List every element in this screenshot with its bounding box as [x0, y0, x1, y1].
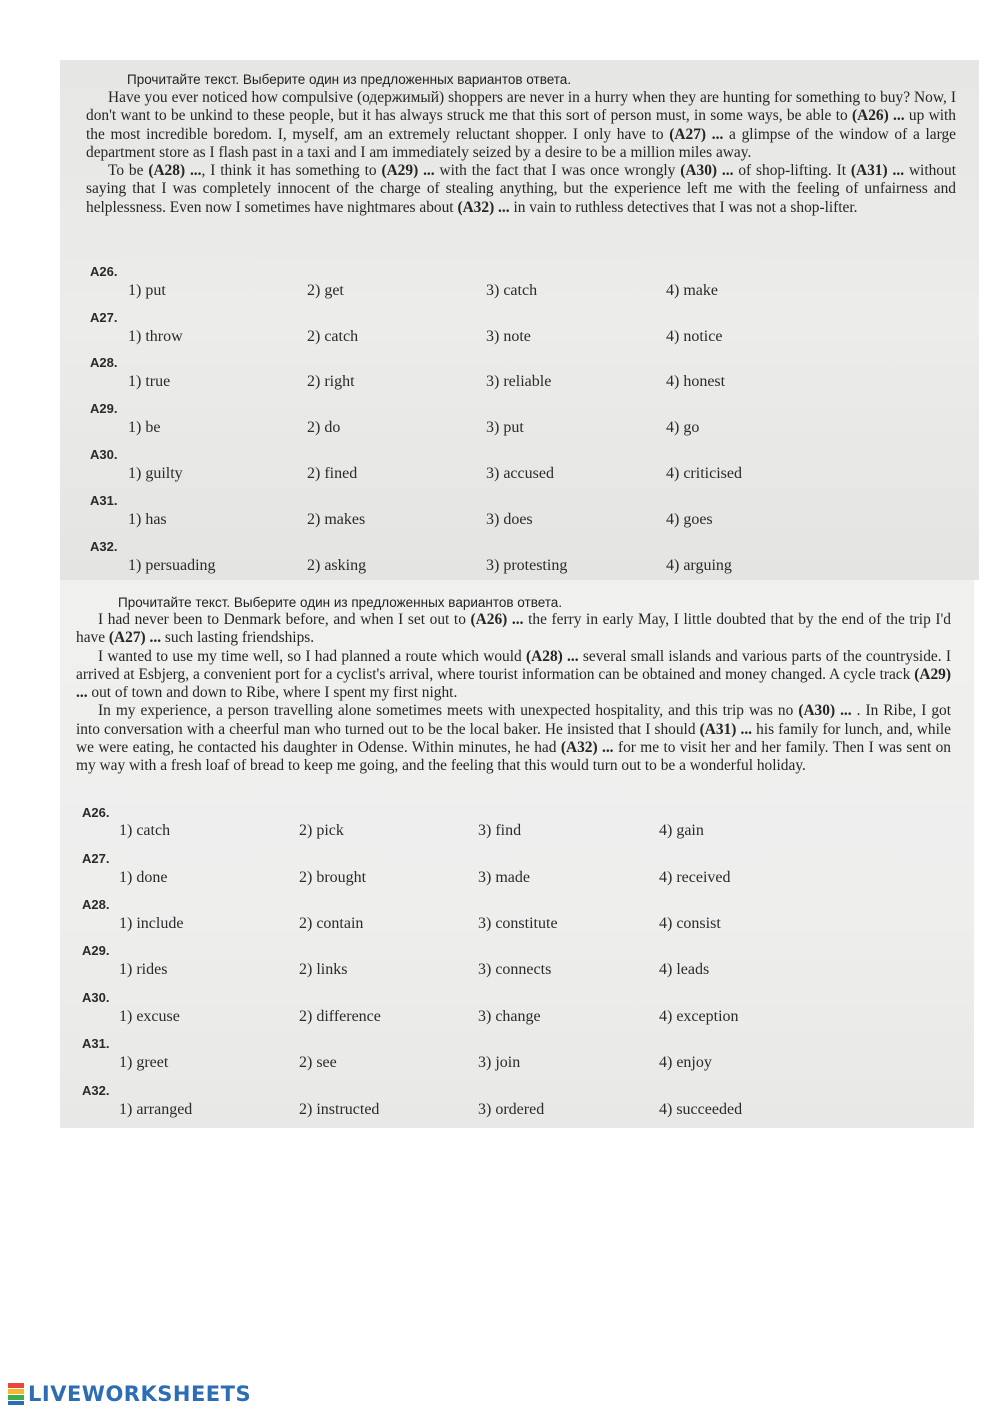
passage-2-paragraph-1: I had never been to Denmark before, and when I set out to (A26) ... the ferry in early May, I little doubted that by the end of the trip I'd have (A27) ... such lasting friendships.: [76, 611, 951, 647]
answer-option[interactable]: 2) fined: [307, 465, 358, 482]
question-number: A29.: [90, 401, 118, 416]
gap-a30: (A30) ...: [798, 702, 852, 720]
answer-option[interactable]: 1) include: [119, 915, 184, 932]
answer-option[interactable]: 1) greet: [119, 1054, 169, 1071]
answer-option[interactable]: 4) notice: [666, 328, 723, 345]
logo-text: LIVEWORKSHEETS: [28, 1382, 252, 1406]
answer-option[interactable]: 1) guilty: [128, 465, 183, 482]
question-number: A30.: [82, 990, 110, 1005]
reading-passage-1: [86, 89, 956, 217]
answer-option[interactable]: 3) reliable: [486, 373, 552, 390]
gap-a31: (A31) ...: [699, 720, 753, 738]
answer-option[interactable]: 4) received: [659, 869, 731, 886]
passage-1-paragraph-2: To be (A28) ..., I think it has something to (A29) ... with the fact that I was once wrongly (A30) ... of shop-lifting. It (A31) ... without saying that I was completely innocent of the charge of stealing anything, but the experience left me with the feeling of unfairness and helplessness. Even now I sometimes have nightmares about (A32) ... in vain to ruthless detectives that I was not a shop-lifter.: [86, 162, 956, 216]
answer-option[interactable]: 4) enjoy: [659, 1054, 712, 1071]
answer-option[interactable]: 2) instructed: [299, 1101, 380, 1118]
answer-option[interactable]: 4) succeeded: [659, 1101, 743, 1118]
answer-option[interactable]: 1) persuading: [128, 557, 216, 574]
gap-a28: (A28) ...: [148, 162, 202, 180]
gap-a28: (A28) ...: [526, 647, 579, 665]
question-number: A27.: [82, 851, 110, 866]
gap-a32: (A32) ...: [457, 198, 510, 216]
answer-option[interactable]: 2) right: [307, 373, 355, 390]
answer-option[interactable]: 4) criticised: [666, 465, 742, 482]
question-number: A26.: [82, 805, 110, 820]
answer-option[interactable]: 3) change: [478, 1008, 541, 1025]
answer-option[interactable]: 2) pick: [299, 822, 344, 839]
question-number: A31.: [90, 493, 118, 508]
question-number: A29.: [82, 943, 110, 958]
answer-option[interactable]: 1) true: [128, 373, 171, 390]
gap-a27: (A27) ...: [108, 629, 162, 647]
answer-option[interactable]: 2) see: [299, 1054, 337, 1071]
answer-option[interactable]: 1) arranged: [119, 1101, 193, 1118]
passage-2-paragraph-3: In my experience, a person travelling alone sometimes meets with unexpected hospitality, and this trip was no (A30) ... . In Ribe, I got into conversation with a cheerful man who turned out to be the local baker. He insisted that I should (A31) ... his family for lunch, and, while we were eating, he contacted his daughter in Odense. Within minutes, he had (A32) ... for me to visit her and her family. Then I was sent on my way with a fresh loaf of bread to keep me going, and the feeling that this would turn out to be a wonderful holiday.: [76, 702, 951, 775]
answer-option[interactable]: 2) contain: [299, 915, 364, 932]
question-number: A28.: [90, 355, 118, 370]
answer-option[interactable]: 3) connects: [478, 961, 552, 978]
answer-option[interactable]: 1) done: [119, 869, 168, 886]
reading-passage-2: [76, 611, 951, 776]
question-number: A27.: [90, 310, 118, 325]
answer-option[interactable]: 4) goes: [666, 511, 713, 528]
answer-option[interactable]: 4) leads: [659, 961, 710, 978]
gap-a30: (A30) ...: [680, 162, 734, 180]
answer-option[interactable]: 2) do: [307, 419, 341, 436]
answer-option[interactable]: 3) accused: [486, 465, 554, 482]
instruction-text-2: Прочитайте текст. Выберите один из предложенных вариантов ответа.: [118, 595, 563, 610]
answer-option[interactable]: 3) join: [478, 1054, 521, 1071]
answer-option[interactable]: 4) honest: [666, 373, 726, 390]
passage-1-paragraph-1: Have you ever noticed how compulsive (одержимый) shoppers are never in a hurry when they are hunting for something to buy? Now, I don't want to be unkind to these people, but it has always struck me that this sort of person must, in some ways, be able to (A26) ... up with the most incredible boredom. I, myself, am an extremely reluctant shopper. I only have to (A27) ... a glimpse of the window of a large department store as I flash past in a taxi and I am immediately seized by a desire to be a million miles away.: [86, 89, 956, 161]
answer-option[interactable]: 3) find: [478, 822, 522, 839]
gap-a27: (A27) ...: [669, 125, 724, 143]
passage-2-paragraph-2: I wanted to use my time well, so I had planned a route which would (A28) ... several small islands and various parts of the countryside. I arrived at Esbjerg, a convenient port for a cyclist's arrival, where tourist information can be obtained and money changed. A cycle track (A29) ... out of town and down to Ribe, where I spent my first night.: [76, 647, 951, 702]
gap-a26: (A26) ...: [851, 107, 905, 125]
answer-option[interactable]: 1) be: [128, 419, 161, 436]
answer-option[interactable]: 2) brought: [299, 869, 367, 886]
answer-option[interactable]: 4) make: [666, 282, 718, 299]
answer-option[interactable]: 1) excuse: [119, 1008, 180, 1025]
answer-option[interactable]: 3) ordered: [478, 1101, 545, 1118]
answer-option[interactable]: 3) made: [478, 869, 530, 886]
answer-option[interactable]: 1) catch: [119, 822, 171, 839]
liveworksheets-logo[interactable]: [8, 1382, 251, 1406]
gap-a26: (A26) ...: [470, 611, 524, 628]
answer-option[interactable]: 3) protesting: [486, 557, 568, 574]
answer-option[interactable]: 4) gain: [659, 822, 704, 839]
answer-option[interactable]: 2) difference: [299, 1008, 381, 1025]
gap-a29: (A29) ...: [76, 665, 951, 702]
question-number: A32.: [82, 1083, 110, 1098]
gap-a31: (A31) ...: [850, 162, 905, 180]
answer-option[interactable]: 2) asking: [307, 557, 367, 574]
answer-option[interactable]: 3) constitute: [478, 915, 558, 932]
answer-option[interactable]: 4) arguing: [666, 557, 732, 574]
answer-option[interactable]: 2) catch: [307, 328, 359, 345]
answer-option[interactable]: 4) exception: [659, 1008, 739, 1025]
answer-option[interactable]: 2) makes: [307, 511, 366, 528]
question-number: A31.: [82, 1036, 110, 1051]
answer-option[interactable]: 3) catch: [486, 282, 538, 299]
answer-option[interactable]: 3) note: [486, 328, 531, 345]
answer-option[interactable]: 3) does: [486, 511, 533, 528]
gap-a32: (A32) ...: [560, 739, 614, 757]
answer-option[interactable]: 3) put: [486, 419, 524, 436]
question-number: A28.: [82, 897, 110, 912]
question-number: A26.: [90, 264, 118, 279]
liveworksheets-logo-icon: [8, 1383, 24, 1405]
question-number: A30.: [90, 447, 118, 462]
answer-option[interactable]: 2) get: [307, 282, 344, 299]
answer-option[interactable]: 4) consist: [659, 915, 721, 932]
answer-option[interactable]: 4) go: [666, 419, 700, 436]
instruction-text-1: Прочитайте текст. Выберите один из предложенных вариантов ответа.: [127, 72, 572, 87]
answer-option[interactable]: 1) has: [128, 511, 167, 528]
gap-a29: (A29) ...: [381, 162, 435, 180]
answer-option[interactable]: 1) rides: [119, 961, 168, 978]
answer-option[interactable]: 1) put: [128, 282, 166, 299]
question-number: A32.: [90, 539, 118, 554]
answer-option[interactable]: 1) throw: [128, 328, 183, 345]
answer-option[interactable]: 2) links: [299, 961, 348, 978]
